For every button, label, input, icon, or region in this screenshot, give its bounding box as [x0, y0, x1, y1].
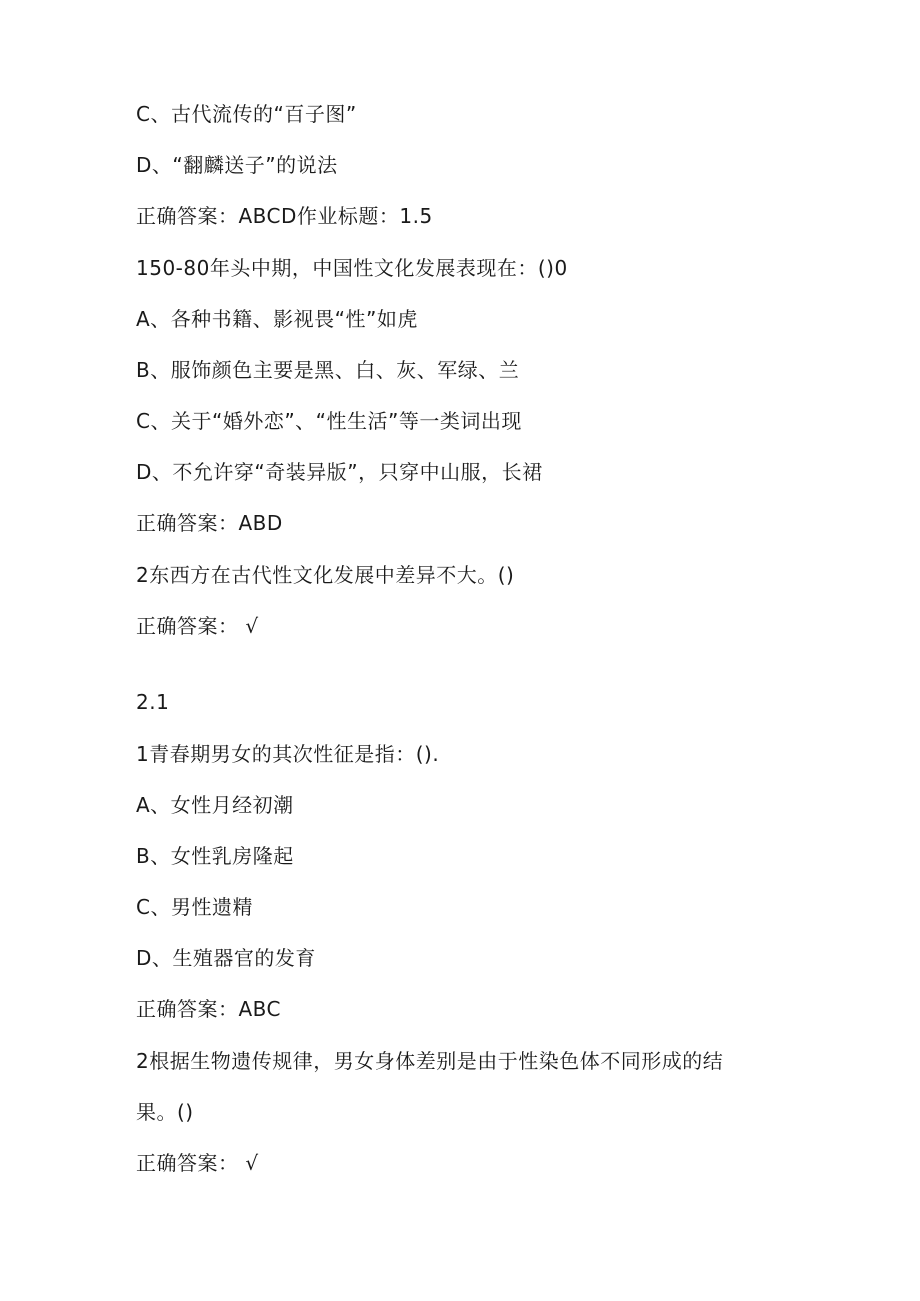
option-c-line: C、男性遗精: [136, 895, 253, 919]
option-b-line: B、女性乳房隆起: [136, 844, 294, 868]
answer-line: 正确答案：ABCD作业标题：1.5: [136, 204, 433, 228]
option-d-line: D、不允许穿“奇装异版”，只穿中山服，长裙: [136, 460, 543, 484]
question-continuation-line: 果。(): [136, 1100, 194, 1124]
answer-line: 正确答案：ABC: [136, 997, 282, 1021]
question-line: 1青春期男女的其次性征是指：().: [136, 742, 440, 766]
section-heading: 2.1: [136, 690, 170, 714]
option-a-line: A、女性月经初潮: [136, 793, 294, 817]
answer-line: 正确答案：ABD: [136, 511, 283, 535]
option-c-line: C、古代流传的“百子图”: [136, 102, 357, 126]
answer-line: 正确答案： √: [136, 1151, 259, 1175]
answer-line: 正确答案： √: [136, 614, 259, 638]
option-d-line: D、生殖器官的发育: [136, 946, 316, 970]
question-line: 2东西方在古代性文化发展中差异不大。(): [136, 563, 515, 587]
question-line: 150-80年头中期，中国性文化发展表现在：()0: [136, 256, 568, 280]
option-a-line: A、各种书籍、影视畏“性”如虎: [136, 307, 418, 331]
option-c-line: C、关于“婚外恋”、“性生活”等一类词出现: [136, 409, 522, 433]
option-d-line: D、“翻麟送子”的说法: [136, 153, 338, 177]
question-line: 2根据生物遗传规律，男女身体差别是由于性染色体不同形成的结: [136, 1049, 724, 1073]
option-b-line: B、服饰颜色主要是黑、白、灰、军绿、兰: [136, 358, 520, 382]
